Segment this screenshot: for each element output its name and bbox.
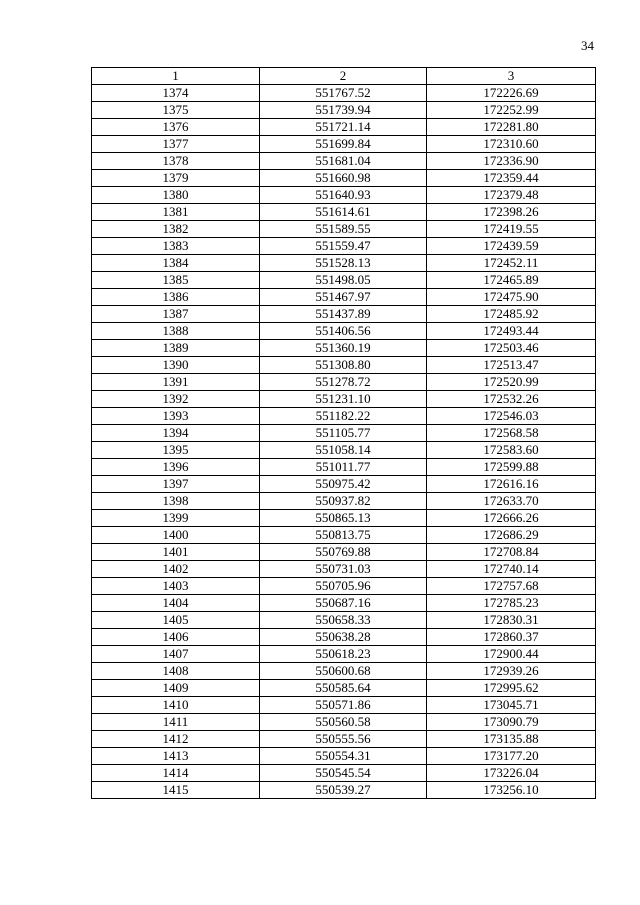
y-coordinate-cell: 172359.44	[427, 170, 596, 187]
point-number-cell: 1400	[92, 527, 260, 544]
y-coordinate-cell: 172583.60	[427, 442, 596, 459]
x-coordinate-cell: 551360.19	[260, 340, 427, 357]
y-coordinate-cell: 172379.48	[427, 187, 596, 204]
y-coordinate-cell: 172252.99	[427, 102, 596, 119]
x-coordinate-cell: 551058.14	[260, 442, 427, 459]
table-row	[92, 646, 596, 663]
point-number-cell: 1406	[92, 629, 260, 646]
y-coordinate-cell: 172281.80	[427, 119, 596, 136]
point-number-cell: 1375	[92, 102, 260, 119]
y-coordinate-cell: 173135.88	[427, 731, 596, 748]
y-coordinate-cell: 172532.26	[427, 391, 596, 408]
point-number-cell: 1387	[92, 306, 260, 323]
table-row	[92, 357, 596, 374]
x-coordinate-cell: 551699.84	[260, 136, 427, 153]
x-coordinate-cell: 550705.96	[260, 578, 427, 595]
y-coordinate-cell: 172830.31	[427, 612, 596, 629]
column-header-1: 1	[92, 68, 260, 85]
point-number-cell: 1386	[92, 289, 260, 306]
y-coordinate-cell: 172785.23	[427, 595, 596, 612]
y-coordinate-cell: 172995.62	[427, 680, 596, 697]
x-coordinate-cell: 550618.23	[260, 646, 427, 663]
point-number-cell: 1388	[92, 323, 260, 340]
point-number-cell: 1396	[92, 459, 260, 476]
x-coordinate-cell: 550769.88	[260, 544, 427, 561]
y-coordinate-cell: 172226.69	[427, 85, 596, 102]
point-number-cell: 1390	[92, 357, 260, 374]
point-number-cell: 1391	[92, 374, 260, 391]
point-number-cell: 1404	[92, 595, 260, 612]
y-coordinate-cell: 172336.90	[427, 153, 596, 170]
table-row	[92, 289, 596, 306]
y-coordinate-cell: 172757.68	[427, 578, 596, 595]
coordinates-table	[91, 67, 596, 799]
point-number-cell: 1410	[92, 697, 260, 714]
table-row	[92, 459, 596, 476]
x-coordinate-cell: 551589.55	[260, 221, 427, 238]
table-row	[92, 374, 596, 391]
table-row	[92, 255, 596, 272]
point-number-cell: 1379	[92, 170, 260, 187]
table-row	[92, 340, 596, 357]
y-coordinate-cell: 173256.10	[427, 782, 596, 799]
point-number-cell: 1397	[92, 476, 260, 493]
table-row	[92, 782, 596, 799]
table-row	[92, 306, 596, 323]
table-row	[92, 85, 596, 102]
x-coordinate-cell: 550539.27	[260, 782, 427, 799]
y-coordinate-cell: 172465.89	[427, 272, 596, 289]
x-coordinate-cell: 550813.75	[260, 527, 427, 544]
table-row	[92, 238, 596, 255]
x-coordinate-cell: 550658.33	[260, 612, 427, 629]
table-row	[92, 476, 596, 493]
point-number-cell: 1408	[92, 663, 260, 680]
point-number-cell: 1381	[92, 204, 260, 221]
table-row	[92, 408, 596, 425]
table-row	[92, 561, 596, 578]
y-coordinate-cell: 172900.44	[427, 646, 596, 663]
point-number-cell: 1377	[92, 136, 260, 153]
table-row	[92, 731, 596, 748]
column-header-2: 2	[260, 68, 427, 85]
x-coordinate-cell: 551278.72	[260, 374, 427, 391]
point-number-cell: 1376	[92, 119, 260, 136]
point-number-cell: 1399	[92, 510, 260, 527]
y-coordinate-cell: 172439.59	[427, 238, 596, 255]
table-row	[92, 221, 596, 238]
point-number-cell: 1378	[92, 153, 260, 170]
y-coordinate-cell: 172452.11	[427, 255, 596, 272]
point-number-cell: 1392	[92, 391, 260, 408]
point-number-cell: 1414	[92, 765, 260, 782]
point-number-cell: 1412	[92, 731, 260, 748]
y-coordinate-cell: 172520.99	[427, 374, 596, 391]
point-number-cell: 1413	[92, 748, 260, 765]
point-number-cell: 1389	[92, 340, 260, 357]
table-row	[92, 187, 596, 204]
y-coordinate-cell: 172310.60	[427, 136, 596, 153]
table-row	[92, 612, 596, 629]
x-coordinate-cell: 551559.47	[260, 238, 427, 255]
point-number-cell: 1374	[92, 85, 260, 102]
point-number-cell: 1382	[92, 221, 260, 238]
x-coordinate-cell: 551528.13	[260, 255, 427, 272]
y-coordinate-cell: 172485.92	[427, 306, 596, 323]
table-row	[92, 425, 596, 442]
x-coordinate-cell: 551308.80	[260, 357, 427, 374]
table-row	[92, 204, 596, 221]
x-coordinate-cell: 551681.04	[260, 153, 427, 170]
table-row	[92, 170, 596, 187]
table-row	[92, 663, 596, 680]
table-row	[92, 765, 596, 782]
point-number-cell: 1405	[92, 612, 260, 629]
point-number-cell: 1384	[92, 255, 260, 272]
y-coordinate-cell: 172513.47	[427, 357, 596, 374]
table-row	[92, 510, 596, 527]
table-row	[92, 102, 596, 119]
x-coordinate-cell: 550975.42	[260, 476, 427, 493]
x-coordinate-cell: 551406.56	[260, 323, 427, 340]
x-coordinate-cell: 550554.31	[260, 748, 427, 765]
point-number-cell: 1415	[92, 782, 260, 799]
point-number-cell: 1394	[92, 425, 260, 442]
x-coordinate-cell: 551231.10	[260, 391, 427, 408]
y-coordinate-cell: 173045.71	[427, 697, 596, 714]
point-number-cell: 1411	[92, 714, 260, 731]
point-number-cell: 1383	[92, 238, 260, 255]
point-number-cell: 1393	[92, 408, 260, 425]
point-number-cell: 1385	[92, 272, 260, 289]
point-number-cell: 1407	[92, 646, 260, 663]
x-coordinate-cell: 550555.56	[260, 731, 427, 748]
point-number-cell: 1403	[92, 578, 260, 595]
y-coordinate-cell: 172708.84	[427, 544, 596, 561]
y-coordinate-cell: 172398.26	[427, 204, 596, 221]
x-coordinate-cell: 550560.58	[260, 714, 427, 731]
table-row	[92, 527, 596, 544]
table-row	[92, 323, 596, 340]
x-coordinate-cell: 551767.52	[260, 85, 427, 102]
x-coordinate-cell: 551105.77	[260, 425, 427, 442]
x-coordinate-cell: 550638.28	[260, 629, 427, 646]
y-coordinate-cell: 172493.44	[427, 323, 596, 340]
y-coordinate-cell: 172419.55	[427, 221, 596, 238]
x-coordinate-cell: 551614.61	[260, 204, 427, 221]
x-coordinate-cell: 550731.03	[260, 561, 427, 578]
table-row	[92, 544, 596, 561]
y-coordinate-cell: 172599.88	[427, 459, 596, 476]
x-coordinate-cell: 550865.13	[260, 510, 427, 527]
x-coordinate-cell: 551660.98	[260, 170, 427, 187]
column-header-3: 3	[427, 68, 596, 85]
table-row	[92, 119, 596, 136]
table-row	[92, 442, 596, 459]
x-coordinate-cell: 550600.68	[260, 663, 427, 680]
table-row	[92, 153, 596, 170]
point-number-cell: 1402	[92, 561, 260, 578]
x-coordinate-cell: 551721.14	[260, 119, 427, 136]
table-row	[92, 493, 596, 510]
point-number-cell: 1398	[92, 493, 260, 510]
table-row	[92, 714, 596, 731]
x-coordinate-cell: 551437.89	[260, 306, 427, 323]
x-coordinate-cell: 550687.16	[260, 595, 427, 612]
y-coordinate-cell: 173177.20	[427, 748, 596, 765]
x-coordinate-cell: 550571.86	[260, 697, 427, 714]
table-body	[92, 85, 596, 799]
x-coordinate-cell: 551640.93	[260, 187, 427, 204]
table-row	[92, 136, 596, 153]
x-coordinate-cell: 551011.77	[260, 459, 427, 476]
y-coordinate-cell: 172939.26	[427, 663, 596, 680]
x-coordinate-cell: 551739.94	[260, 102, 427, 119]
table-row	[92, 697, 596, 714]
y-coordinate-cell: 172740.14	[427, 561, 596, 578]
y-coordinate-cell: 172503.46	[427, 340, 596, 357]
y-coordinate-cell: 173226.04	[427, 765, 596, 782]
x-coordinate-cell: 550545.54	[260, 765, 427, 782]
page-number: 34	[581, 38, 594, 53]
table-row	[92, 680, 596, 697]
y-coordinate-cell: 172616.16	[427, 476, 596, 493]
table-row	[92, 748, 596, 765]
point-number-cell: 1409	[92, 680, 260, 697]
x-coordinate-cell: 551498.05	[260, 272, 427, 289]
table-row	[92, 629, 596, 646]
table-row	[92, 391, 596, 408]
table-header-row	[92, 68, 596, 85]
table-row	[92, 272, 596, 289]
table-row	[92, 595, 596, 612]
y-coordinate-cell: 172686.29	[427, 527, 596, 544]
x-coordinate-cell: 550585.64	[260, 680, 427, 697]
table-row	[92, 578, 596, 595]
x-coordinate-cell: 551467.97	[260, 289, 427, 306]
point-number-cell: 1395	[92, 442, 260, 459]
y-coordinate-cell: 172633.70	[427, 493, 596, 510]
y-coordinate-cell: 172475.90	[427, 289, 596, 306]
y-coordinate-cell: 172860.37	[427, 629, 596, 646]
y-coordinate-cell: 172666.26	[427, 510, 596, 527]
point-number-cell: 1401	[92, 544, 260, 561]
x-coordinate-cell: 550937.82	[260, 493, 427, 510]
y-coordinate-cell: 172546.03	[427, 408, 596, 425]
point-number-cell: 1380	[92, 187, 260, 204]
y-coordinate-cell: 173090.79	[427, 714, 596, 731]
x-coordinate-cell: 551182.22	[260, 408, 427, 425]
y-coordinate-cell: 172568.58	[427, 425, 596, 442]
